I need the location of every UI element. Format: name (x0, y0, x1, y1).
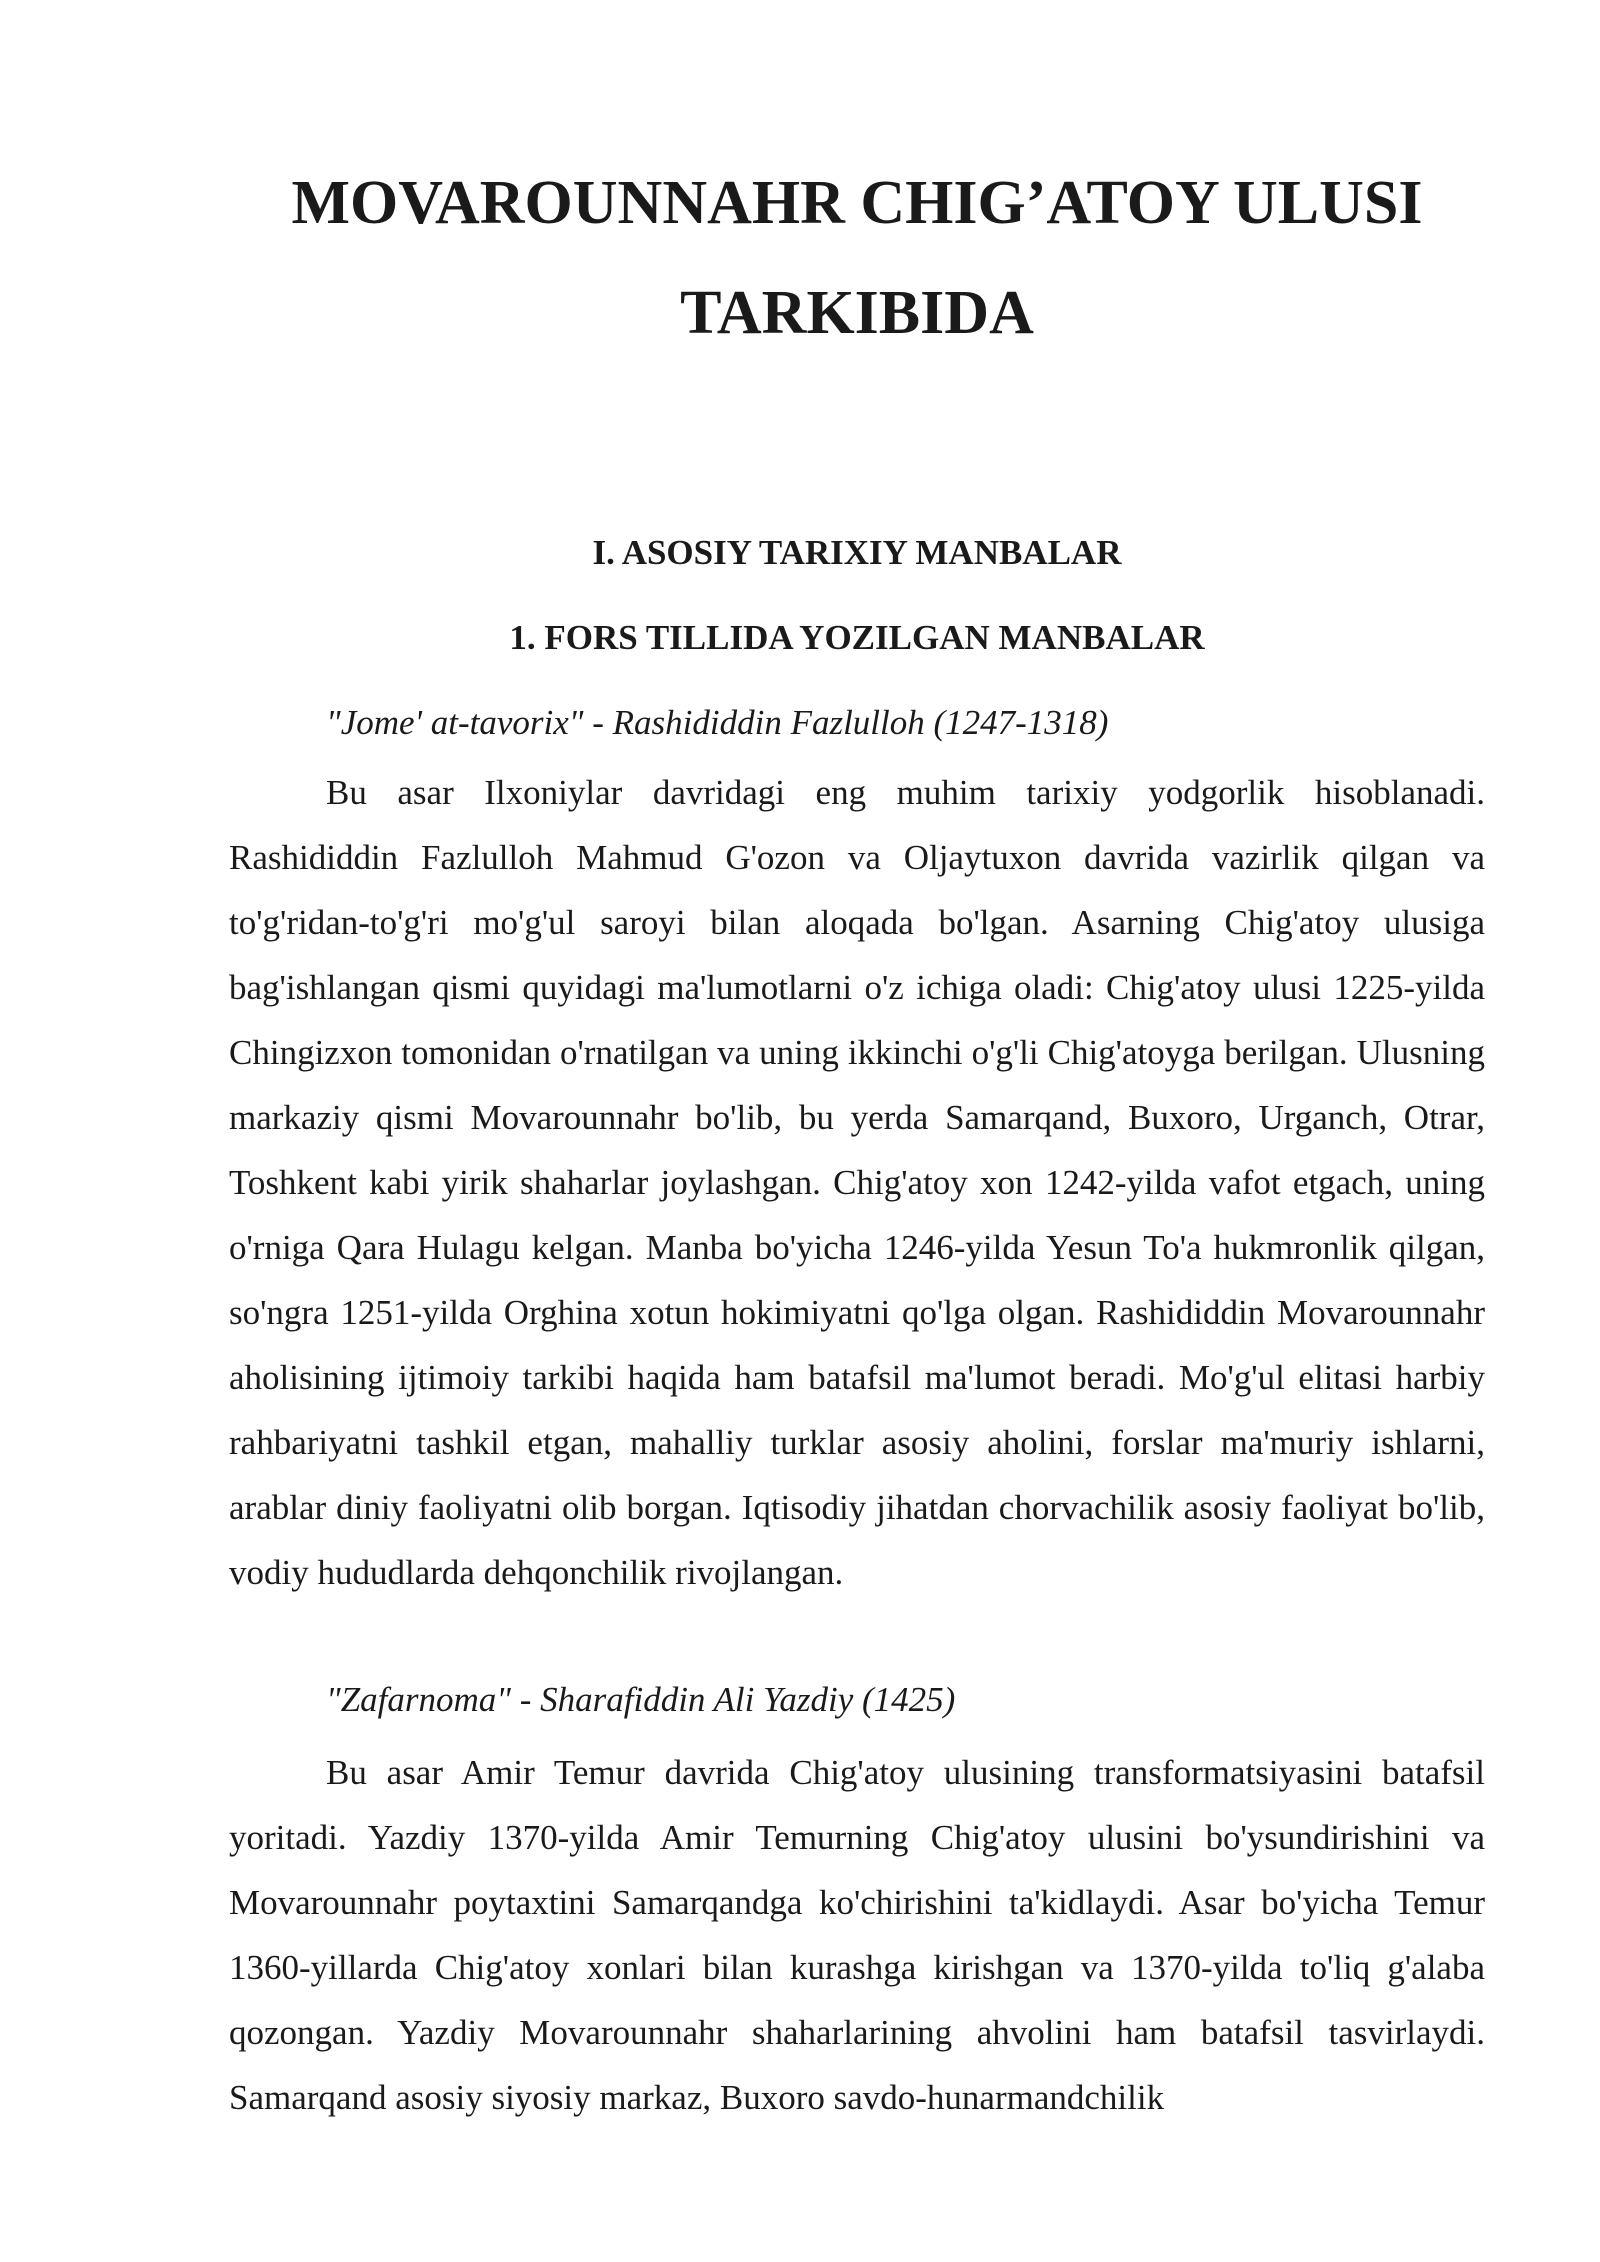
document-title (229, 148, 1485, 368)
body-paragraph-jome-at-tavorix: Bu asar Ilxoniylar davridagi eng muhim tarixiy yodgorlik hisoblanadi. Rashididdin Fazlulloh Mahmud G'ozon va Oljaytuxon davrida vazirlik qilgan va to'g'ridan-to'g'ri mo'g'ul saroyi bilan aloqada bo'lgan. Asarning Chig'atoy ulusiga bag'ishlangan qismi quyidagi ma'lumotlarni o'z ichiga oladi: Chig'atoy ulusi 1225-yilda Chingizxon tomonidan o'rnatilgan va uning ikkinchi o'g'li Chig'atoyga berilgan. Ulusning markaziy qismi Movarounnahr bo'lib, bu yerda Samarqand, Buxoro, Urganch, Otrar, Toshkent kabi yirik shaharlar joylashgan. Chig'atoy xon 1242-yilda vafot etgach, uning o'rniga Qara Hulagu kelgan. Manba bo'yicha 1246-yilda Yesun To'a hukmronlik qilgan, so'ngra 1251-yilda Orghina xotun hokimiyatni qo'lga olgan. Rashididdin Movarounnahr aholisining ijtimoiy tarkibi haqida ham batafsil ma'lumot beradi. Mo'g'ul elitasi harbiy rahbariyatni tashkil etgan, mahalliy turklar asosiy aholini, forslar ma'muriy ishlarni, arablar diniy faoliyatni olib borgan. Iqtisodiy jihatdan chorvachilik asosiy faoliyat bo'lib, vodiy hududlarda dehqonchilik rivojlangan. (229, 773, 1485, 1592)
document-title-line-2: TARKIBIDA (680, 279, 1034, 347)
document-title-line-1: MOVAROUNNAHR CHIG’ATOY ULUSI (291, 169, 1423, 237)
source-title-jome-at-tavorix: "Jome' at-tavorix" - Rashididdin Fazlulloh (1247-1318) (326, 703, 1109, 742)
source-title-zafarnoma: "Zafarnoma" - Sharafiddin Ali Yazdiy (1425) (326, 1680, 956, 1719)
section-heading: I. ASOSIY TARIXIY MANBALAR (592, 533, 1122, 572)
subsection-heading: 1. FORS TILLIDA YOZILGAN MANBALAR (509, 618, 1205, 657)
body-paragraph-zafarnoma: Bu asar Amir Temur davrida Chig'atoy ulusining transformatsiyasini batafsil yoritadi. Yazdiy 1370-yilda Amir Temurning Chig'atoy ulusini bo'ysundirishini va Movarounnahr poytaxtini Samarqandga ko'chirishini ta'kidlaydi. Asar bo'yicha Temur 1360-yillarda Chig'atoy xonlari bilan kurashga kirishgan va 1370-yilda to'liq g'alaba qozongan. Yazdiy Movarounnahr shaharlarining ahvolini ham batafsil tasvirlaydi. Samarqand asosiy siyosiy markaz, Buxoro savdo-hunarmandchilik (229, 1753, 1485, 2117)
